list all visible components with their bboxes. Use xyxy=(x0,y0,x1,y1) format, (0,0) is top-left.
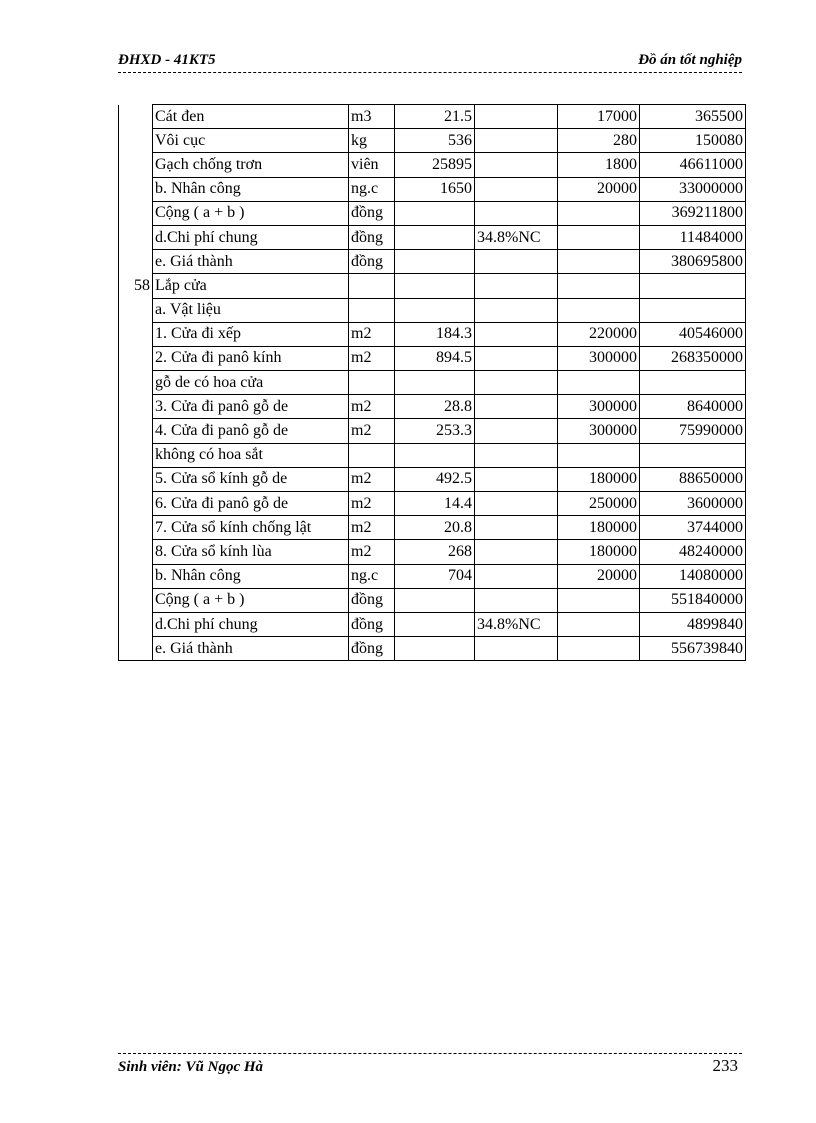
unit-cell: đồng xyxy=(349,637,395,661)
item-no-cell xyxy=(119,371,153,395)
norm-cell xyxy=(475,443,558,467)
unit-price-cell xyxy=(558,443,640,467)
footer-student-name: Sinh viên: Vũ Ngọc Hà xyxy=(118,1059,264,1075)
item-no-cell xyxy=(119,346,153,370)
description-cell: d.Chi phí chung xyxy=(153,225,349,249)
unit-price-cell xyxy=(558,225,640,249)
amount-cell: 11484000 xyxy=(640,225,746,249)
amount-cell: 75990000 xyxy=(640,419,746,443)
description-cell: gỗ de có hoa cửa xyxy=(153,371,349,395)
description-cell: 4. Cửa đi panô gỗ de xyxy=(153,419,349,443)
unit-price-cell: 20000 xyxy=(558,177,640,201)
norm-cell xyxy=(475,322,558,346)
quantity-cell: 20.8 xyxy=(395,516,475,540)
unit-price-cell xyxy=(558,250,640,274)
unit-cell: m2 xyxy=(349,419,395,443)
table-row xyxy=(119,540,746,564)
table-row xyxy=(119,177,746,201)
page-header xyxy=(118,52,742,73)
amount-cell: 88650000 xyxy=(640,467,746,491)
amount-cell: 40546000 xyxy=(640,322,746,346)
description-cell: Lắp cửa xyxy=(153,274,349,298)
table-row xyxy=(119,467,746,491)
quantity-cell: 28.8 xyxy=(395,395,475,419)
norm-cell xyxy=(475,274,558,298)
header-course-code: ĐHXD - 41KT5 xyxy=(118,52,216,68)
cost-estimate-table xyxy=(118,104,746,661)
norm-cell xyxy=(475,201,558,225)
description-cell: d.Chi phí chung xyxy=(153,612,349,636)
item-no-cell xyxy=(119,467,153,491)
unit-price-cell: 17000 xyxy=(558,105,640,129)
quantity-cell: 14.4 xyxy=(395,492,475,516)
norm-cell xyxy=(475,540,558,564)
amount-cell: 4899840 xyxy=(640,612,746,636)
description-cell: 5. Cửa sổ kính gỗ de xyxy=(153,467,349,491)
unit-cell: m2 xyxy=(349,540,395,564)
quantity-cell: 492.5 xyxy=(395,467,475,491)
quantity-cell xyxy=(395,274,475,298)
unit-cell: đồng xyxy=(349,201,395,225)
amount-cell: 268350000 xyxy=(640,346,746,370)
item-no-cell xyxy=(119,564,153,588)
item-no-cell xyxy=(119,492,153,516)
unit-price-cell: 300000 xyxy=(558,419,640,443)
unit-cell: m2 xyxy=(349,516,395,540)
unit-price-cell xyxy=(558,588,640,612)
amount-cell: 46611000 xyxy=(640,153,746,177)
item-no-cell xyxy=(119,322,153,346)
unit-cell xyxy=(349,443,395,467)
norm-cell xyxy=(475,153,558,177)
unit-cell: m2 xyxy=(349,346,395,370)
table-row xyxy=(119,153,746,177)
table-row xyxy=(119,129,746,153)
quantity-cell xyxy=(395,443,475,467)
norm-cell xyxy=(475,419,558,443)
description-cell: b. Nhân công xyxy=(153,564,349,588)
quantity-cell: 536 xyxy=(395,129,475,153)
item-no-cell xyxy=(119,298,153,322)
unit-price-cell: 220000 xyxy=(558,322,640,346)
description-cell: 7. Cửa sổ kính chống lật xyxy=(153,516,349,540)
item-no-cell xyxy=(119,225,153,249)
unit-price-cell: 250000 xyxy=(558,492,640,516)
quantity-cell: 253.3 xyxy=(395,419,475,443)
unit-cell: viên xyxy=(349,153,395,177)
unit-price-cell: 300000 xyxy=(558,346,640,370)
unit-cell: m2 xyxy=(349,395,395,419)
unit-price-cell xyxy=(558,298,640,322)
description-cell: e. Giá thành xyxy=(153,637,349,661)
unit-price-cell: 180000 xyxy=(558,467,640,491)
quantity-cell xyxy=(395,250,475,274)
description-cell: 8. Cửa sổ kính lùa xyxy=(153,540,349,564)
norm-cell xyxy=(475,492,558,516)
unit-cell xyxy=(349,274,395,298)
description-cell: không có hoa sắt xyxy=(153,443,349,467)
amount-cell xyxy=(640,443,746,467)
header-document-title: Đồ án tốt nghiệp xyxy=(638,52,742,68)
unit-cell: ng.c xyxy=(349,564,395,588)
amount-cell: 3600000 xyxy=(640,492,746,516)
quantity-cell: 894.5 xyxy=(395,346,475,370)
table-row xyxy=(119,250,746,274)
amount-cell: 33000000 xyxy=(640,177,746,201)
table-row xyxy=(119,419,746,443)
item-no-cell xyxy=(119,637,153,661)
table-row xyxy=(119,564,746,588)
amount-cell xyxy=(640,298,746,322)
unit-cell: đồng xyxy=(349,612,395,636)
item-no-cell: 58 xyxy=(119,274,153,298)
item-no-cell xyxy=(119,105,153,129)
quantity-cell xyxy=(395,298,475,322)
table-row xyxy=(119,322,746,346)
item-no-cell xyxy=(119,443,153,467)
amount-cell: 48240000 xyxy=(640,540,746,564)
norm-cell: 34.8%NC xyxy=(475,225,558,249)
quantity-cell: 184.3 xyxy=(395,322,475,346)
unit-cell: ng.c xyxy=(349,177,395,201)
norm-cell xyxy=(475,129,558,153)
quantity-cell: 25895 xyxy=(395,153,475,177)
norm-cell: 34.8%NC xyxy=(475,612,558,636)
quantity-cell xyxy=(395,588,475,612)
item-no-cell xyxy=(119,201,153,225)
quantity-cell xyxy=(395,637,475,661)
table-row xyxy=(119,492,746,516)
amount-cell: 14080000 xyxy=(640,564,746,588)
description-cell: e. Giá thành xyxy=(153,250,349,274)
unit-price-cell xyxy=(558,612,640,636)
table-row xyxy=(119,274,746,298)
description-cell: 2. Cửa đi panô kính xyxy=(153,346,349,370)
unit-cell: m2 xyxy=(349,467,395,491)
amount-cell: 551840000 xyxy=(640,588,746,612)
norm-cell xyxy=(475,250,558,274)
unit-cell: m3 xyxy=(349,105,395,129)
unit-cell: đồng xyxy=(349,250,395,274)
amount-cell: 369211800 xyxy=(640,201,746,225)
item-no-cell xyxy=(119,419,153,443)
unit-price-cell: 1800 xyxy=(558,153,640,177)
description-cell: Gạch chống trơn xyxy=(153,153,349,177)
item-no-cell xyxy=(119,129,153,153)
norm-cell xyxy=(475,467,558,491)
description-cell: a. Vật liệu xyxy=(153,298,349,322)
item-no-cell xyxy=(119,250,153,274)
amount-cell: 556739840 xyxy=(640,637,746,661)
item-no-cell xyxy=(119,153,153,177)
unit-cell xyxy=(349,298,395,322)
item-no-cell xyxy=(119,395,153,419)
amount-cell xyxy=(640,274,746,298)
norm-cell xyxy=(475,395,558,419)
unit-price-cell xyxy=(558,371,640,395)
item-no-cell xyxy=(119,540,153,564)
table-row xyxy=(119,105,746,129)
amount-cell: 150080 xyxy=(640,129,746,153)
table-body xyxy=(119,105,746,661)
table-row xyxy=(119,395,746,419)
unit-cell: m2 xyxy=(349,322,395,346)
table-row xyxy=(119,443,746,467)
unit-price-cell: 300000 xyxy=(558,395,640,419)
norm-cell xyxy=(475,516,558,540)
table-row xyxy=(119,298,746,322)
table-row xyxy=(119,637,746,661)
item-no-cell xyxy=(119,516,153,540)
item-no-cell xyxy=(119,588,153,612)
quantity-cell: 268 xyxy=(395,540,475,564)
quantity-cell xyxy=(395,612,475,636)
quantity-cell xyxy=(395,201,475,225)
description-cell: Cát đen xyxy=(153,105,349,129)
unit-cell xyxy=(349,371,395,395)
table-row xyxy=(119,225,746,249)
unit-price-cell xyxy=(558,637,640,661)
description-cell: Vôi cục xyxy=(153,129,349,153)
table-row xyxy=(119,201,746,225)
table-row xyxy=(119,516,746,540)
page-number: 233 xyxy=(712,1056,738,1075)
unit-price-cell: 280 xyxy=(558,129,640,153)
table-row xyxy=(119,371,746,395)
quantity-cell: 21.5 xyxy=(395,105,475,129)
unit-price-cell: 180000 xyxy=(558,540,640,564)
table-row xyxy=(119,612,746,636)
amount-cell: 365500 xyxy=(640,105,746,129)
table-row xyxy=(119,346,746,370)
quantity-cell xyxy=(395,225,475,249)
norm-cell xyxy=(475,105,558,129)
norm-cell xyxy=(475,588,558,612)
quantity-cell: 1650 xyxy=(395,177,475,201)
unit-cell: đồng xyxy=(349,225,395,249)
quantity-cell xyxy=(395,371,475,395)
description-cell: Cộng ( a + b ) xyxy=(153,588,349,612)
unit-cell: đồng xyxy=(349,588,395,612)
amount-cell: 380695800 xyxy=(640,250,746,274)
unit-cell: m2 xyxy=(349,492,395,516)
norm-cell xyxy=(475,564,558,588)
amount-cell: 8640000 xyxy=(640,395,746,419)
norm-cell xyxy=(475,371,558,395)
amount-cell xyxy=(640,371,746,395)
quantity-cell: 704 xyxy=(395,564,475,588)
item-no-cell xyxy=(119,612,153,636)
unit-price-cell: 180000 xyxy=(558,516,640,540)
page-footer xyxy=(118,1053,742,1080)
norm-cell xyxy=(475,298,558,322)
norm-cell xyxy=(475,177,558,201)
unit-price-cell xyxy=(558,201,640,225)
norm-cell xyxy=(475,637,558,661)
description-cell: Cộng ( a + b ) xyxy=(153,201,349,225)
unit-price-cell xyxy=(558,274,640,298)
table-row xyxy=(119,588,746,612)
unit-price-cell: 20000 xyxy=(558,564,640,588)
description-cell: b. Nhân công xyxy=(153,177,349,201)
amount-cell: 3744000 xyxy=(640,516,746,540)
item-no-cell xyxy=(119,177,153,201)
norm-cell xyxy=(475,346,558,370)
description-cell: 3. Cửa đi panô gỗ de xyxy=(153,395,349,419)
description-cell: 1. Cửa đi xếp xyxy=(153,322,349,346)
description-cell: 6. Cửa đi panô gỗ de xyxy=(153,492,349,516)
unit-cell: kg xyxy=(349,129,395,153)
